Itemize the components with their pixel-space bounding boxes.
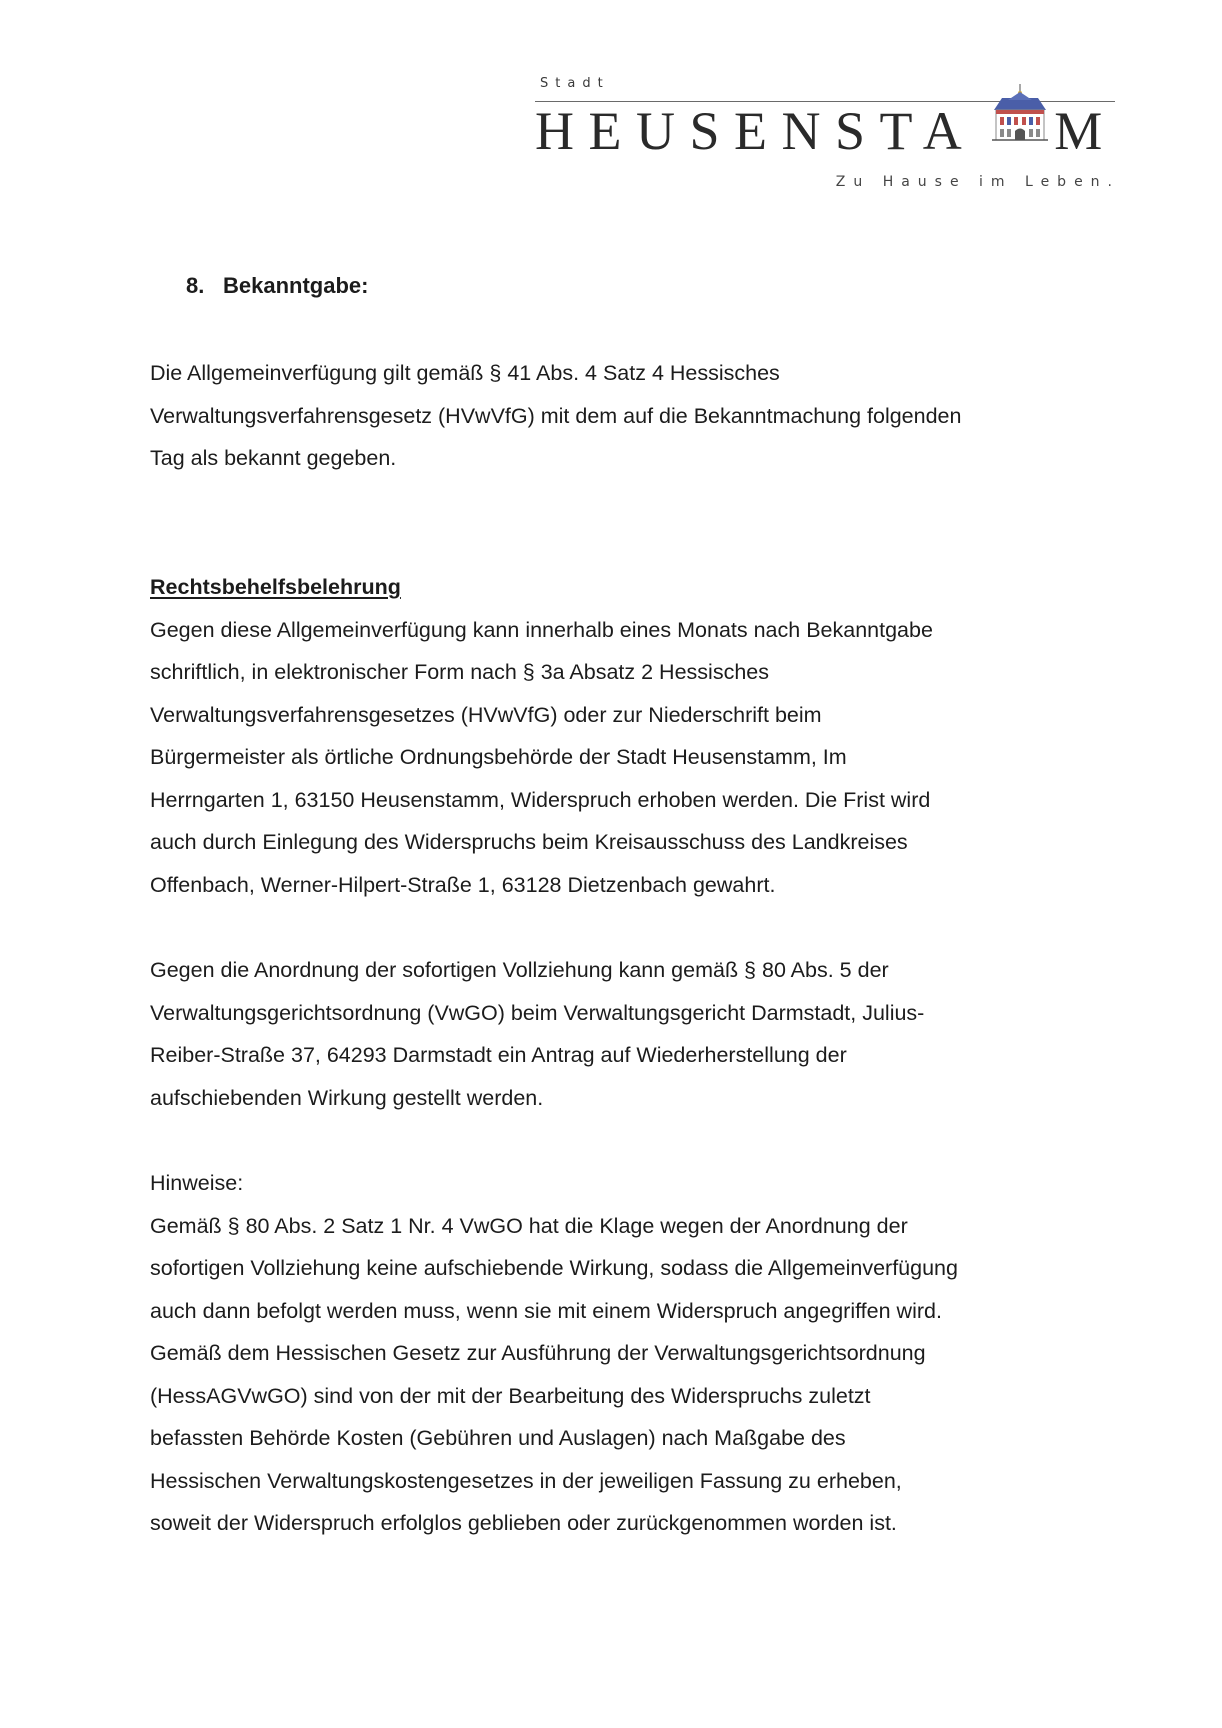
section-title: Bekanntgabe: — [223, 273, 369, 298]
text-line: auch dann befolgt werden muss, wenn sie mit einem Widerspruch angegriffen wird. — [150, 1298, 942, 1323]
letterhead-stadt: Stadt — [540, 76, 610, 91]
letterhead-name-left: HEUSENSTA — [535, 101, 977, 161]
text-line: Offenbach, Werner-Hilpert-Straße 1, 63128 Dietzenbach gewahrt. — [150, 872, 776, 897]
paragraph-bekanntgabe — [150, 352, 961, 480]
letterhead-name-right: M — [1054, 101, 1117, 161]
text-line: Hessischen Verwaltungskostengesetzes in der jeweiligen Fassung zu erheben, — [150, 1468, 902, 1493]
text-line: Bürgermeister als örtliche Ordnungsbehörde der Stadt Heusenstamm, Im — [150, 745, 847, 769]
text-line: Gemäß dem Hessischen Gesetz zur Ausführung der Verwaltungsgerichtsordnung — [150, 1341, 926, 1365]
text-line: Verwaltungsverfahrensgesetz (HVwVfG) mit dem auf die Bekanntmachung folgenden — [150, 403, 962, 428]
text-line: auch durch Einlegung des Widerspruchs beim Kreisausschuss des Landkreises — [150, 830, 908, 854]
paragraph-rechtsbehelfsbelehrung — [150, 566, 933, 906]
text-line: Gegen diese Allgemeinverfügung kann innerhalb eines Monats nach Bekanntgabe — [150, 617, 933, 642]
section-number: 8. — [186, 273, 205, 298]
text-line: soweit der Widerspruch erfolglos geblieben oder zurückgenommen worden ist. — [150, 1511, 897, 1535]
castle-emblem-icon — [988, 82, 1052, 146]
text-line: sofortigen Vollziehung keine aufschiebende Wirkung, sodass die Allgemeinverfügung — [150, 1256, 958, 1280]
text-line: Gemäß § 80 Abs. 2 Satz 1 Nr. 4 VwGO hat die Klage wegen der Anordnung der — [150, 1213, 908, 1238]
text-line: Tag als bekannt gegeben. — [150, 446, 397, 470]
paragraph-vollziehung — [150, 949, 924, 1119]
text-line: schriftlich, in elektronischer Form nach § 3a Absatz 2 Hessisches — [150, 660, 769, 684]
text-line: Verwaltungsgerichtsordnung (VwGO) beim Verwaltungsgericht Darmstadt, Julius- — [150, 1000, 925, 1025]
text-line: Reiber-Straße 37, 64293 Darmstadt ein Antrag auf Wiederherstellung der — [150, 1043, 847, 1067]
text-line: (HessAGVwGO) sind von der mit der Bearbeitung des Widerspruchs zuletzt — [150, 1383, 871, 1408]
letterhead — [535, 74, 1120, 199]
paragraph-hinweise — [150, 1162, 958, 1545]
hinweise-heading: Hinweise: — [150, 1171, 244, 1195]
text-line: Herrngarten 1, 63150 Heusenstamm, Widerspruch erhoben werden. Die Frist wird — [150, 787, 931, 812]
text-line: aufschiebenden Wirkung gestellt werden. — [150, 1085, 544, 1110]
rechtsbehelfsbelehrung-heading: Rechtsbehelfsbelehrung — [150, 575, 401, 599]
text-line: Verwaltungsverfahrensgesetzes (HVwVfG) oder zur Niederschrift beim — [150, 702, 822, 727]
text-line: befassten Behörde Kosten (Gebühren und Auslagen) nach Maßgabe des — [150, 1426, 846, 1450]
text-line: Gegen die Anordnung der sofortigen Vollziehung kann gemäß § 80 Abs. 5 der — [150, 958, 889, 982]
letterhead-tagline: Zu Hause im Leben. — [835, 174, 1120, 190]
text-line: Die Allgemeinverfügung gilt gemäß § 41 Abs. 4 Satz 4 Hessisches — [150, 361, 780, 385]
